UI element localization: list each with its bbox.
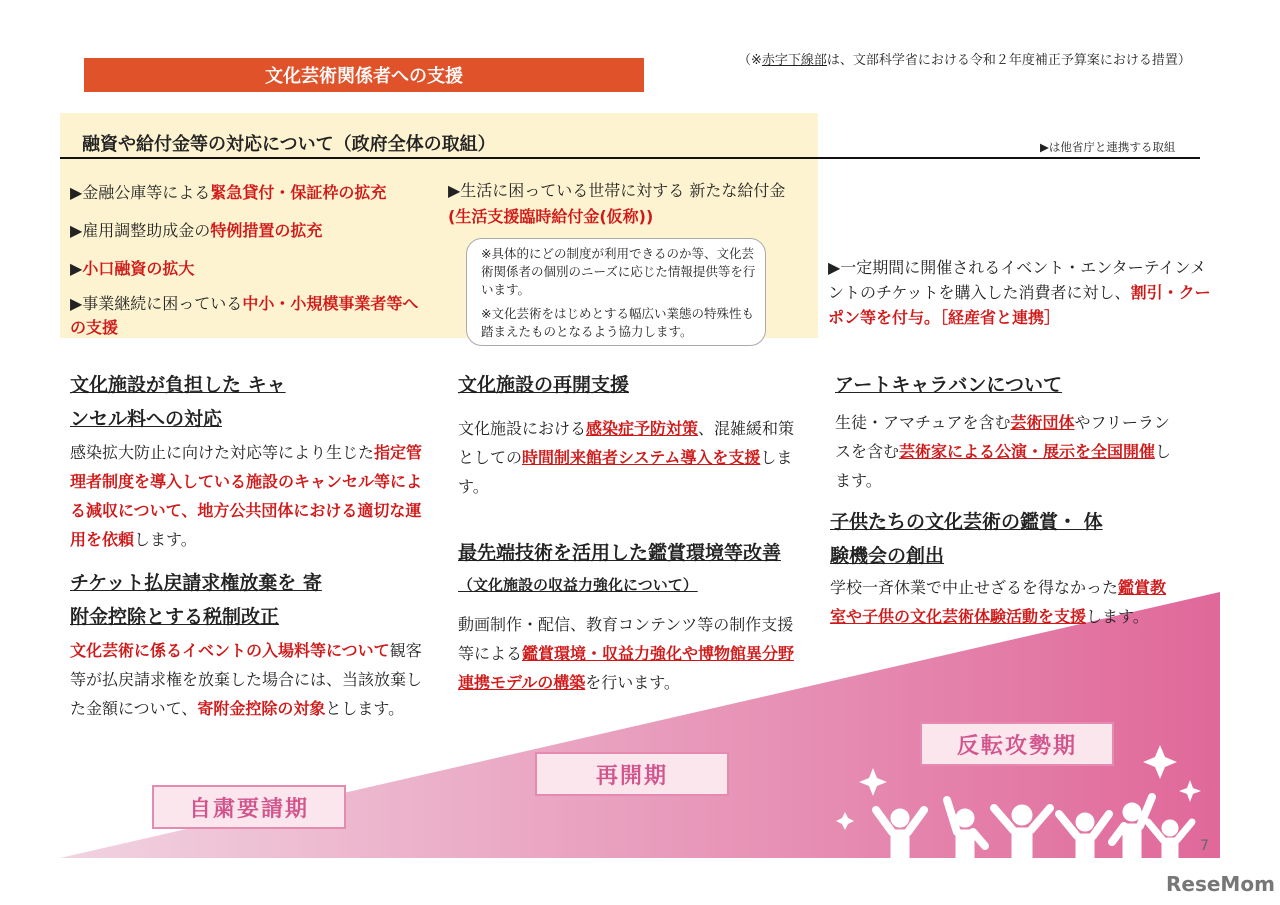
info-notes-box [466,238,766,346]
text-segment: します。 [134,530,197,549]
text-segment: ▶生活に困っている世帯に対する 新たな給付金 [448,181,786,200]
section-body [70,438,430,554]
text-segment: 赤字下線部 [761,53,827,68]
section-tech [458,536,798,697]
text-segment: やフリーランスを含む [835,413,1170,461]
text-segment: 学校一斉休業で中止せざるを得なかった [830,578,1119,597]
section-title: アートキャラバンについて [835,374,1063,396]
highlighted-text: 芸術家による公演・展示を全国開催 [899,442,1156,461]
highlighted-text: (生活支援臨時給付金(仮称)) [448,207,654,226]
section-title: チケット払戻請求権放棄を 寄附金控除とする税制改正 [70,572,322,628]
section-title: 子供たちの文化芸術の鑑賞・ 体験機会の創出 [830,511,1103,567]
highlighted-text: 寄附金控除の対象 [197,699,326,718]
govt-title: 融資や給付金等の対応について（政府全体の取組） [82,134,496,155]
highlighted-text: 文化芸術に係るイベントの入場料等について [70,641,390,660]
section-title: 文化施設が負担した キャンセル料への対応 [70,374,286,430]
text-segment: 文化施設における [458,419,587,438]
text-segment: ▶雇用調整助成金の [70,221,211,240]
text-segment: 生徒・アマチュアを含む [835,413,1011,432]
left-bullets [70,178,430,340]
bullet-item [70,254,430,283]
section-subtitle: （文化施設の収益力強化について） [458,576,698,594]
text-segment: します。 [835,442,1172,490]
text-segment: は、文部科学省における令和２年度補正予算案における措置） [826,53,1191,68]
text-segment: 、混雑緩和策としての [458,419,795,467]
highlighted-text: 緊急貸付・保証枠の拡充 [210,183,387,202]
section-body [830,573,1180,631]
highlighted-text: 中小・小規模事業者等への支援 [70,294,419,337]
text-segment: ▶事業継続に困っている [70,294,243,313]
phase-label-counteroffensive: 反転攻勢期 [920,722,1114,766]
text-segment: 観客等が払戻請求権を放棄した場合には、当該放棄した金額について、 [70,641,423,718]
legend-text: ▶は他省庁と連携する取組 [1040,140,1176,154]
phase-label-self-restraint: 自粛要請期 [152,785,346,829]
section-cancel [70,368,430,554]
text-segment: 動画制作・配信、教育コンテンツ等の制作支援等による [458,615,794,663]
highlighted-text: 割引・クーポン等を付与。［経産省と連携］ [828,283,1211,327]
text-segment: （※ [738,53,762,68]
section-body [458,414,798,501]
text-segment: ▶ [70,259,83,278]
section-title: 最先端技術を活用した鑑賞環境等改善 [458,542,782,564]
text-segment: します。 [1086,607,1149,626]
text-segment: します。 [458,448,793,496]
section-body [835,408,1185,495]
phase-label-reopening: 再開期 [535,752,729,796]
section-body [458,610,798,697]
note-item: ※文化芸術をはじめとする幅広い業態の特殊性も踏まえたものとなるよう協力します。 [481,306,754,339]
note-text [738,52,1191,70]
highlighted-text: 特例措置の拡充 [210,221,323,240]
coupon-bullet [828,255,1218,330]
section-caravan [835,368,1185,495]
bullet-item [70,178,430,207]
banner-title: 文化芸術関係者への支援 [84,58,644,92]
text-segment: を行います。 [585,673,680,692]
highlighted-text: 鑑賞環境・収益力強化や博物館異分野連携モデルの構築 [458,644,795,692]
resemom-logo: ReseMom [1166,872,1275,896]
section-title: 文化施設の再開支援 [458,374,630,396]
section-kids [830,505,1180,631]
text-segment: ▶一定期間に開催されるイベント・エンターテインメントのチケットを購入した消費者に対し、 [828,258,1207,302]
text-segment: 感染拡大防止に向けた対応等により生じた [70,443,375,462]
bullet-item [70,216,430,245]
divider [60,157,1200,159]
highlighted-text: 時間制来館者システム導入を支援 [522,448,761,467]
note-item: ※具体的にどの制度が利用できるのか等、文化芸術関係者の個別のニーズに応じた情報提供等を行います。 [481,246,756,297]
bullet-item [70,292,425,340]
section-ticket [70,566,430,723]
highlighted-text: 指定管理者制度を導入している施設のキャンセル等による減収について、地方公共団体における適切な運用を依頼 [70,443,423,549]
highlighted-text: 鑑賞教室や子供の文化芸術体験活動を支援 [830,578,1167,626]
text-segment: ▶金融公庫等による [70,183,211,202]
highlighted-text: 感染症予防対策 [586,419,699,438]
text-segment: とします。 [325,699,405,718]
benefit-bullet [448,178,808,230]
section-body [70,636,430,723]
highlighted-text: 小口融資の拡大 [82,259,195,278]
page-number: 7 [1200,838,1209,854]
highlighted-text: 芸術団体 [1010,413,1075,432]
section-reopen [458,368,798,501]
